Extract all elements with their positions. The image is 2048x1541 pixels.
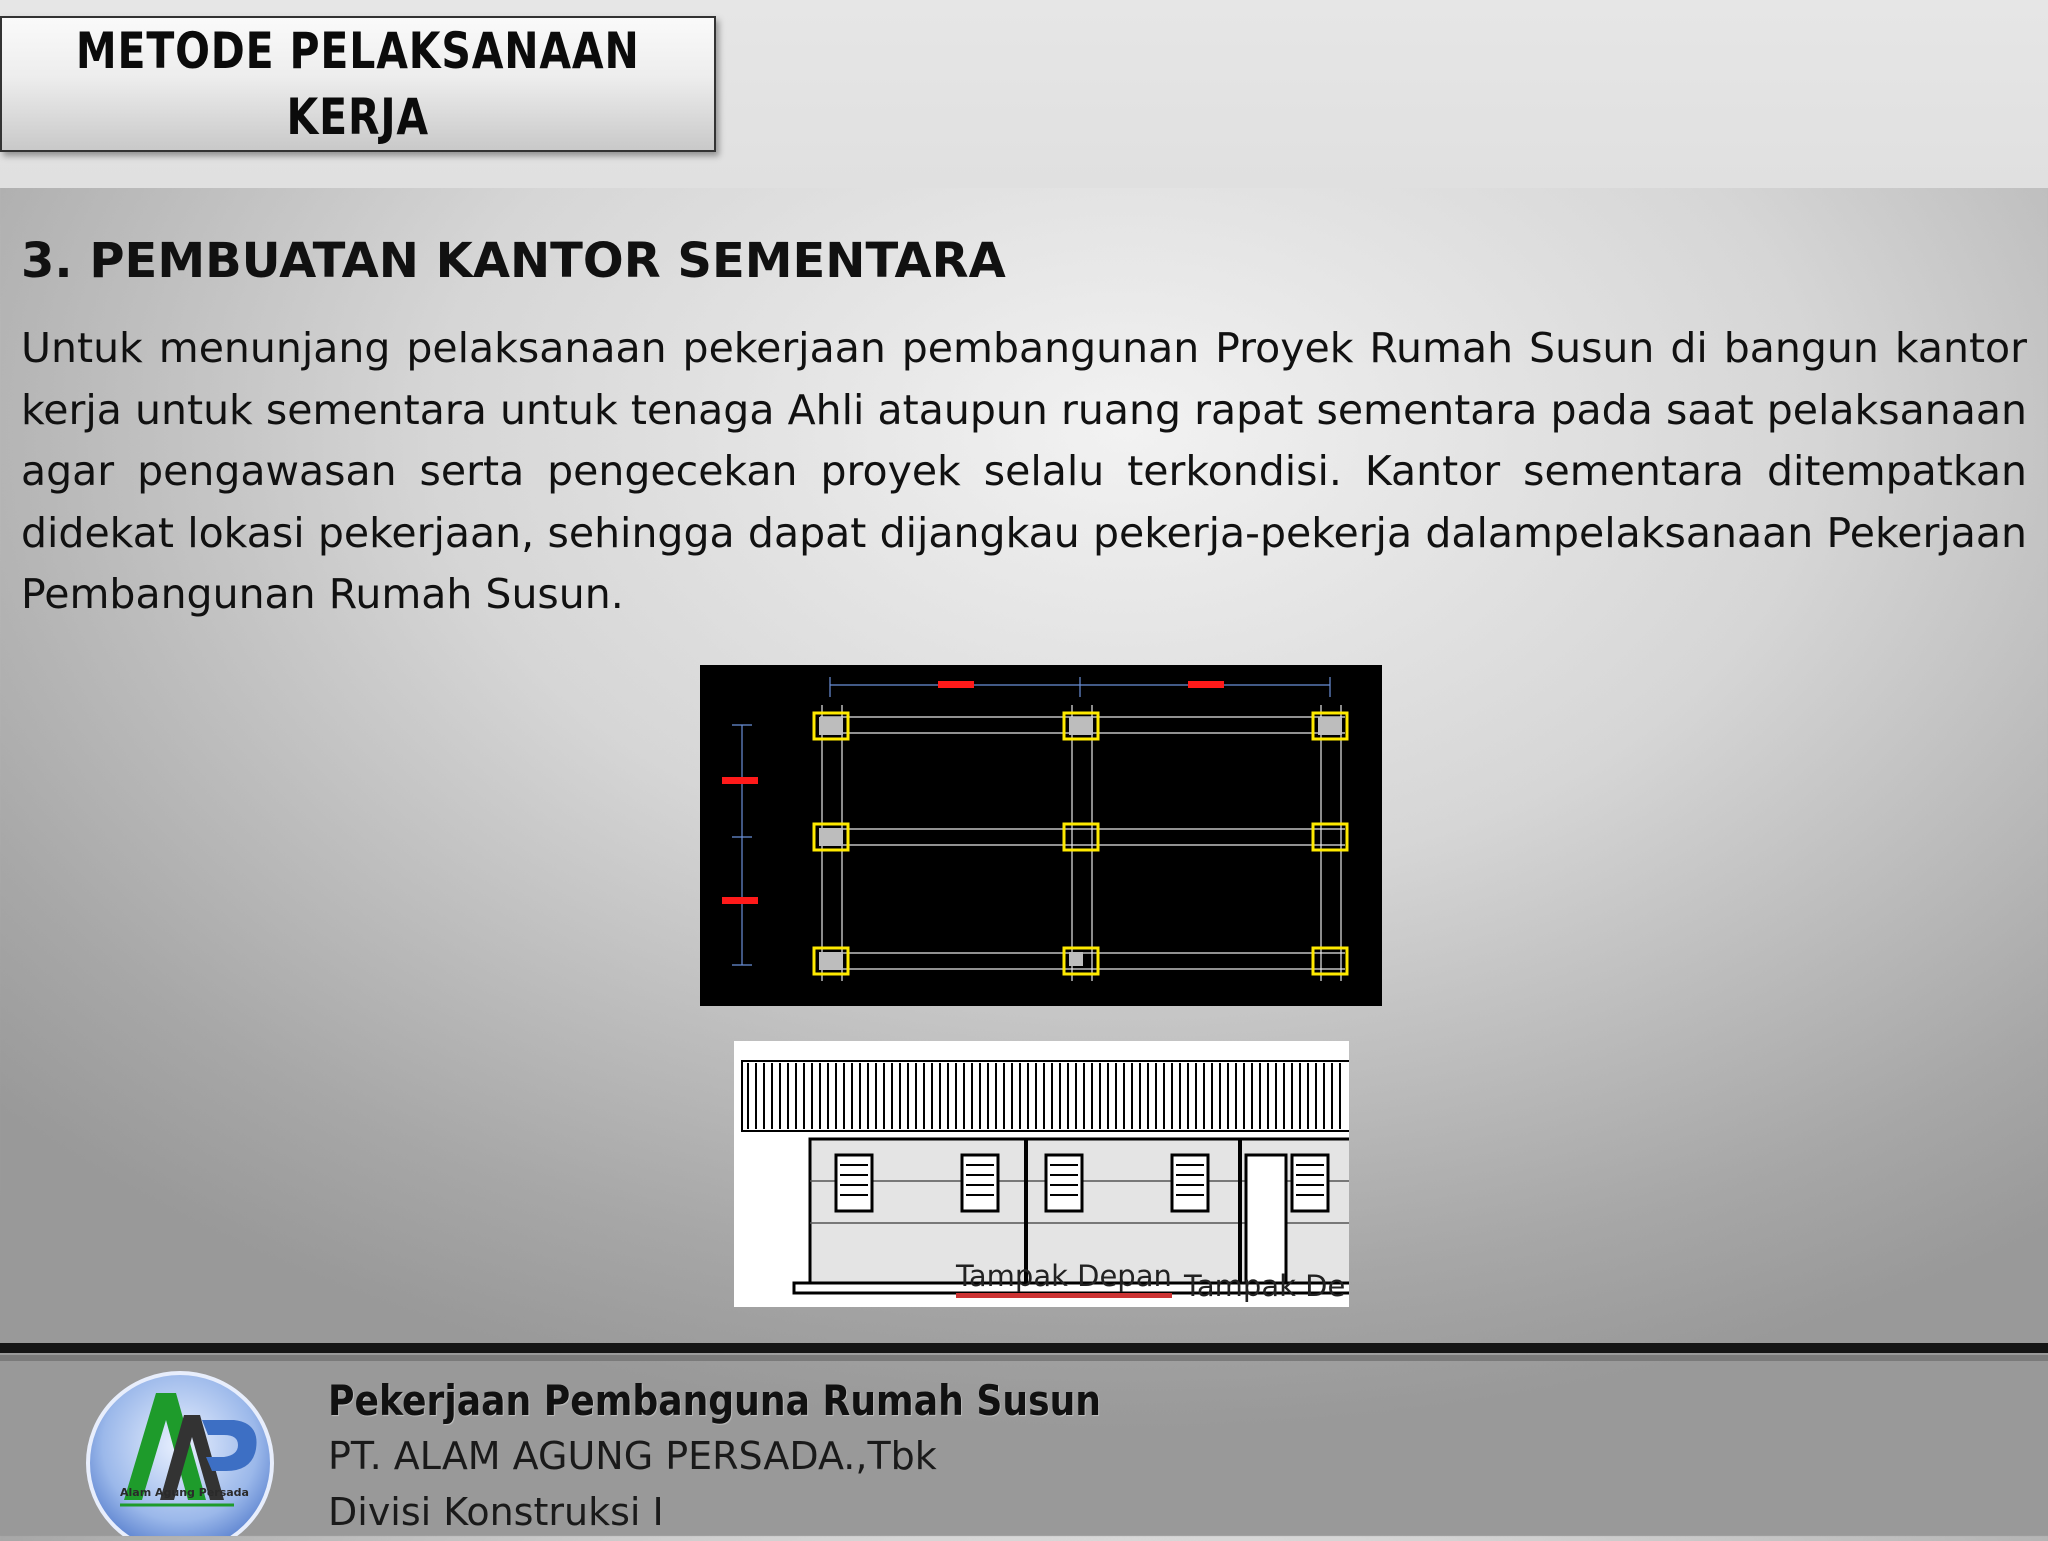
slide-title-box [0, 16, 716, 152]
elevation-caption-main: Tampak Depan [956, 1259, 1172, 1298]
slide-title-line-1: METODE PELAKSANAAN [76, 22, 640, 80]
footer-company-name: PT. ALAM AGUNG PERSADA.,Tbk [328, 1434, 937, 1478]
floor-plan-drawing [700, 665, 1382, 1006]
company-logo [84, 1365, 276, 1536]
slide-title-line-2: KERJA [286, 88, 430, 146]
section-heading: 3. PEMBUATAN KANTOR SEMENTARA [21, 233, 1006, 289]
slide-title [76, 18, 640, 150]
footer-divider-light [0, 1355, 2048, 1361]
footer-division: Divisi Konstruksi I [328, 1490, 664, 1534]
section-paragraph: Untuk menunjang pelaksanaan pekerjaan pembangunan Proyek Rumah Susun di bangun kantor kerja untuk sementara untuk tenaga Ahli ataupun ruang rapat sementara pada saat pelaksanaan agar pengawasan serta pengecekan proyek selalu terkondisi. Kantor sementara ditempatkan didekat lokasi pekerjaan, sehingga dapat dijangkau pekerja-pekerja dalampelaksanaan Pekerjaan Pembangunan Rumah Susun. [21, 324, 2027, 618]
logo-text: Alam Agung Persada [120, 1486, 249, 1499]
footer-project-title: Pekerjaan Pembanguna Rumah Susun [328, 1376, 1102, 1425]
door [1246, 1155, 1286, 1283]
columns [814, 713, 1347, 974]
dimension-labels [722, 681, 1224, 904]
elevation-caption-secondary: Tampak De [1184, 1269, 1346, 1303]
column-hatching [819, 717, 1342, 970]
footer-divider-dark [0, 1343, 2048, 1353]
front-elevation-drawing [734, 1041, 1349, 1307]
roof-corrugation [748, 1063, 1340, 1129]
beams [820, 705, 1345, 981]
floor-plan-svg [700, 665, 1382, 1006]
